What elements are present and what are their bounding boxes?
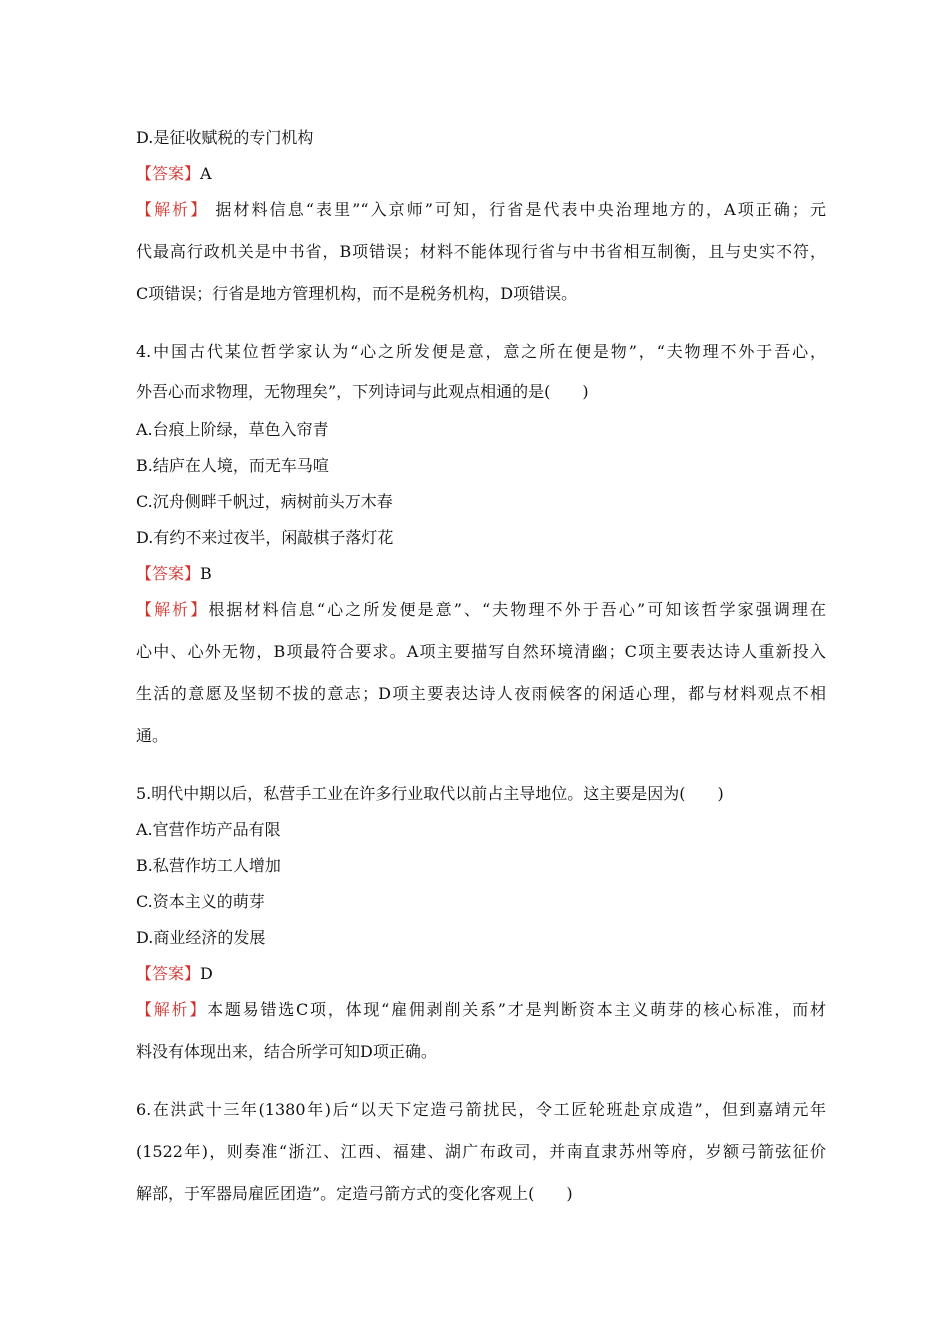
q4-stem-line-1: 4.中国古代某位哲学家认为“心之所发便是意，意之所在便是物”，“夫物理不外于吾心， — [136, 342, 826, 361]
answer-value: D — [200, 964, 213, 983]
analysis-tag: 【解析】 — [136, 200, 209, 219]
q6-stem-line-1: 6.在洪武十三年(1380年)后“以天下定造弓箭扰民，令工匠轮班赴京成造”，但到嘉靖元年 — [136, 1100, 826, 1119]
q3-analysis-line-2: 代最高行政机关是中书省，B项错误；材料不能体现行省与中书省相互制衡，且与史实不符， — [136, 242, 826, 261]
q4-option-a: A.台痕上阶绿，草色入帘青 — [136, 420, 329, 439]
q4-option-d: D.有约不来过夜半，闲敲棋子落灯花 — [136, 528, 394, 547]
q6-stem-line-2: (1522年)，则奏准“浙江、江西、福建、湖广布政司，并南直隶苏州等府，岁额弓箭弦征价 — [136, 1142, 826, 1161]
answer-value: B — [200, 564, 212, 583]
q3-analysis-line-1: 【解析】 据材料信息“表里”“入京师”可知，行省是代表中央治理地方的，A项正确；元 — [136, 200, 826, 219]
q5-option-c: C.资本主义的萌芽 — [136, 892, 265, 911]
q5-option-a: A.官营作坊产品有限 — [136, 820, 281, 839]
q4-option-c: C.沉舟侧畔千帆过，病树前头万木春 — [136, 492, 393, 511]
analysis-tag: 【解析】 — [136, 1000, 208, 1019]
q3-option-d: D.是征收赋税的专门机构 — [136, 128, 314, 147]
q4-analysis-line-2: 心中、心外无物，B项最符合要求。A项主要描写自然环境清幽；C项主要表达诗人重新投入 — [136, 642, 826, 661]
answer-tag: 【答案】 — [136, 164, 201, 183]
q5-option-d: D.商业经济的发展 — [136, 928, 266, 947]
q5-answer — [136, 956, 213, 992]
q3-analysis-line-3: C项错误；行省是地方管理机构，而不是税务机构，D项错误。 — [136, 284, 578, 303]
q4-analysis-line-1: 【解析】根据材料信息“心之所发便是意”、“夫物理不外于吾心”可知该哲学家强调理在 — [136, 600, 826, 619]
answer-tag: 【答案】 — [136, 964, 201, 983]
q4-analysis-line-4: 通。 — [136, 726, 169, 745]
q4-option-b: B.结庐在人境，而无车马喧 — [136, 456, 329, 475]
analysis-tag: 【解析】 — [136, 600, 209, 619]
answer-value: A — [200, 164, 212, 183]
q4-analysis-line-3: 生活的意愿及坚韧不拔的意志；D项主要表达诗人夜雨候客的闲适心理，都与材料观点不相 — [136, 684, 826, 703]
q5-analysis-line-1: 【解析】本题易错选C项，体现“雇佣剥削关系”才是判断资本主义萌芽的核心标准，而材 — [136, 1000, 826, 1019]
answer-tag: 【答案】 — [136, 564, 201, 583]
q5-stem: 5.明代中期以后，私营手工业在许多行业取代以前占主导地位。这主要是因为( ) — [136, 784, 724, 803]
q5-analysis-line-2: 料没有体现出来，结合所学可知D项正确。 — [136, 1042, 437, 1061]
q4-stem-line-2: 外吾心而求物理，无物理矣”，下列诗词与此观点相通的是( ) — [136, 382, 589, 401]
q3-answer — [136, 156, 212, 192]
q5-option-b: B.私营作坊工人增加 — [136, 856, 281, 875]
q4-answer — [136, 556, 212, 592]
q6-stem-line-3: 解部，于军器局雇匠团造”。定造弓箭方式的变化客观上( ) — [136, 1184, 573, 1203]
